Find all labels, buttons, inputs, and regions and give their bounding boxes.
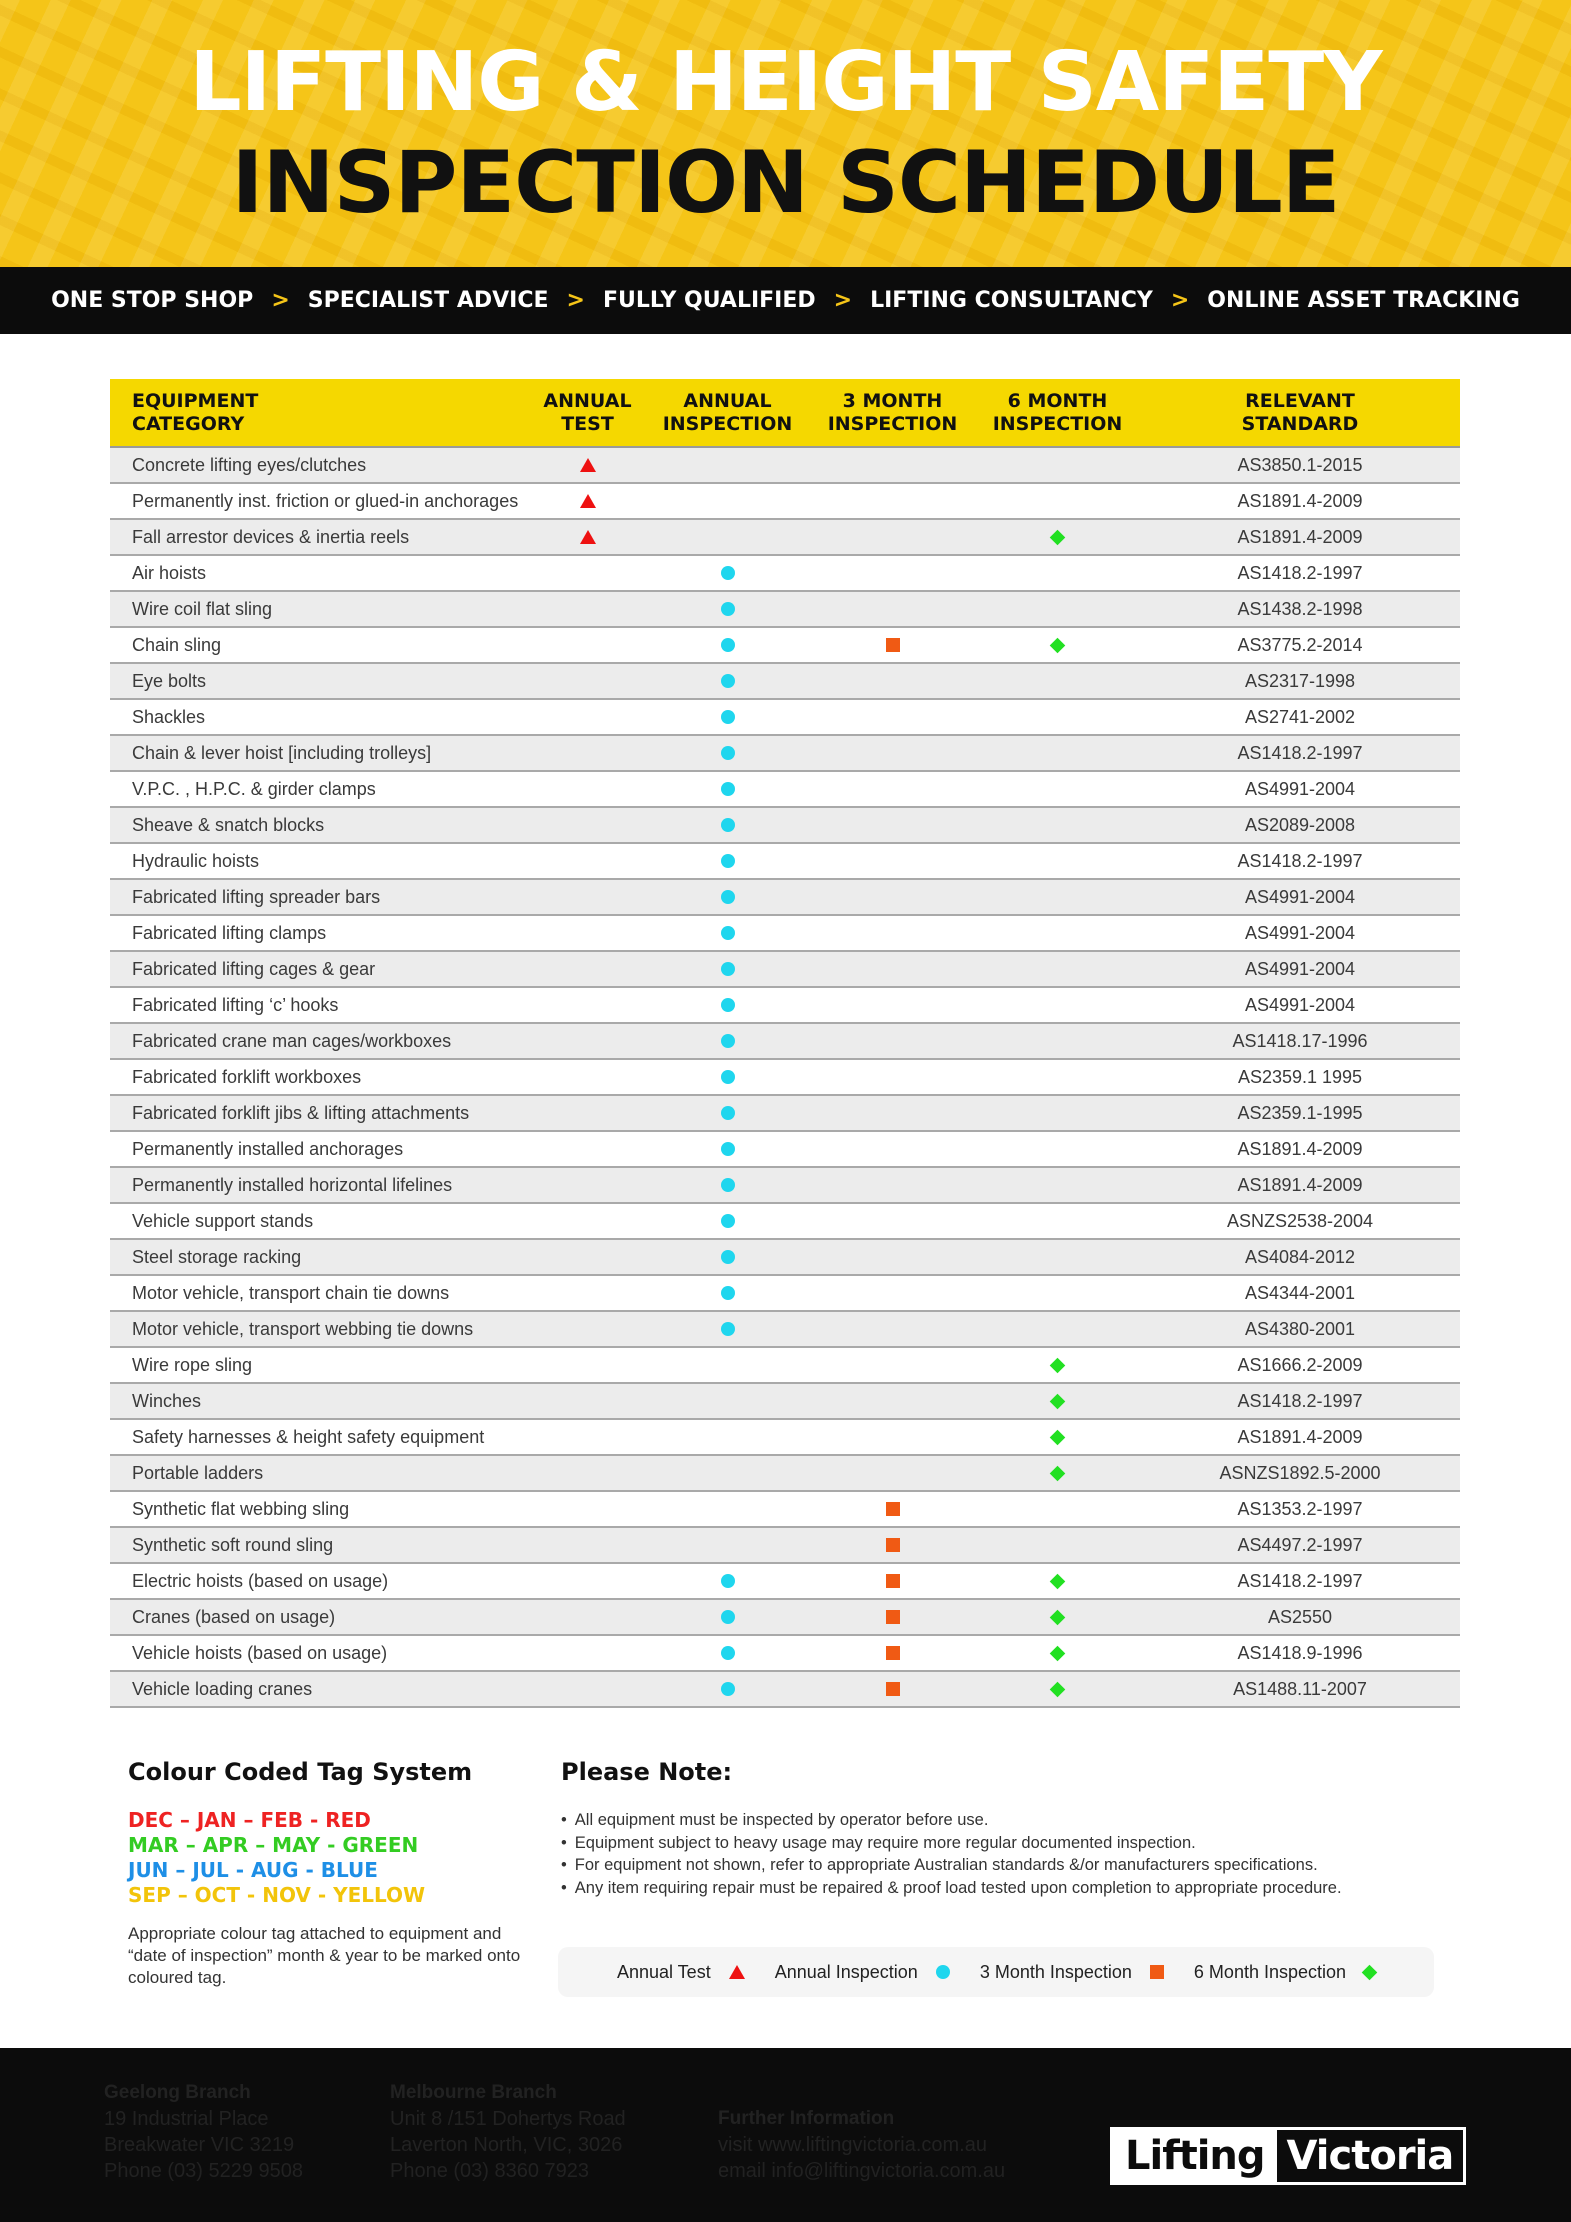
legend-label: 3 Month Inspection — [979, 1961, 1132, 1982]
relevant-standard: AS1891.4-2009 — [1237, 1426, 1363, 1447]
circle-icon — [721, 710, 735, 724]
note-item: • Equipment subject to heavy usage may require more regular documented inspection. — [561, 1832, 1481, 1855]
footer-info: Further Information visit www.liftingvictoria.com.au email info@liftingvictoria.com.au — [718, 2108, 1006, 2182]
table-row — [110, 1456, 1460, 1492]
circle-icon — [721, 998, 735, 1012]
circle-icon — [721, 1142, 735, 1156]
tag-month-red: DEC – JAN – FEB - RED — [128, 1808, 371, 1832]
table-row — [110, 736, 1460, 772]
circle-icon — [721, 1286, 735, 1300]
equipment-category: Safety harnesses & height safety equipment — [132, 1426, 485, 1447]
circle-icon — [721, 1610, 735, 1624]
relevant-standard: AS4344-2001 — [1244, 1282, 1356, 1303]
circle-icon — [721, 746, 735, 760]
equipment-category: Permanently installed anchorages — [132, 1138, 404, 1159]
diamond-icon — [1050, 1465, 1066, 1481]
table-row — [110, 448, 1460, 484]
equipment-category: Shackles — [132, 706, 206, 727]
diamond-icon — [1050, 1609, 1066, 1625]
table-row — [110, 700, 1460, 736]
legend-label: 6 Month Inspection — [1193, 1961, 1347, 1982]
circle-icon — [721, 1574, 735, 1588]
lifting-victoria-logo: Lifting Victoria — [1110, 2127, 1466, 2185]
equipment-category: Fabricated lifting cages & gear — [132, 958, 376, 979]
equipment-category: Cranes (based on usage) — [132, 1606, 336, 1627]
symbol-legend — [558, 1947, 1434, 1997]
equipment-category: Vehicle hoists (based on usage) — [132, 1642, 388, 1663]
diamond-icon — [1364, 1967, 1375, 1978]
circle-icon — [721, 674, 735, 688]
table-row — [110, 520, 1460, 556]
triangle-icon — [729, 1965, 745, 1979]
relevant-standard: AS1891.4-2009 — [1237, 526, 1363, 547]
six-month-cell — [975, 1684, 1140, 1695]
six-month-cell — [975, 1360, 1140, 1371]
note-item: • For equipment not shown, refer to appropriate Australian standards &/or manufacturers specifications. — [561, 1854, 1481, 1877]
equipment-category: Wire coil flat sling — [132, 598, 273, 619]
equipment-category: V.P.C. , H.P.C. & girder clamps — [132, 778, 376, 799]
square-icon — [1150, 1965, 1164, 1979]
annual-inspection-cell — [645, 1610, 810, 1624]
relevant-standard: AS4991-2004 — [1244, 958, 1356, 979]
annual-inspection-cell — [645, 710, 810, 724]
table-row — [110, 1636, 1460, 1672]
six-month-cell — [975, 640, 1140, 651]
tag-fully-qualified: FULLY QUALIFIED — [602, 288, 816, 313]
table-row — [110, 880, 1460, 916]
annual-inspection-cell — [645, 962, 810, 976]
annual-inspection-cell — [645, 1214, 810, 1228]
legend-label: Annual Inspection — [774, 1961, 918, 1982]
equipment-category: Fabricated lifting clamps — [132, 922, 327, 943]
header-annual-test: ANNUAL TEST — [543, 389, 632, 435]
table-row — [110, 592, 1460, 628]
relevant-standard: AS2317-1998 — [1244, 670, 1356, 691]
table-row — [110, 664, 1460, 700]
three-month-cell — [810, 1574, 975, 1588]
three-month-cell — [810, 1502, 975, 1516]
annual-inspection-cell — [645, 854, 810, 868]
three-month-cell — [810, 1646, 975, 1660]
annual-inspection-cell — [645, 566, 810, 580]
tag-months-list — [128, 1808, 425, 1908]
legend-annual-inspection — [775, 1962, 980, 1983]
table-row — [110, 1564, 1460, 1600]
three-month-cell — [810, 1610, 975, 1624]
diamond-icon — [1050, 529, 1066, 545]
annual-inspection-cell — [645, 746, 810, 760]
annual-inspection-cell — [645, 602, 810, 616]
relevant-standard: AS4991-2004 — [1244, 778, 1356, 799]
diamond-icon — [1050, 637, 1066, 653]
diamond-icon — [1050, 1573, 1066, 1589]
relevant-standard: AS1418.9-1996 — [1237, 1642, 1363, 1663]
table-row — [110, 916, 1460, 952]
table-row — [110, 1600, 1460, 1636]
equipment-category: Steel storage racking — [132, 1246, 302, 1267]
circle-icon — [721, 638, 735, 652]
table-row — [110, 1348, 1460, 1384]
circle-icon — [721, 890, 735, 904]
six-month-cell — [975, 1576, 1140, 1587]
table-row — [110, 1276, 1460, 1312]
header-6-month-inspection: 6 MONTH INSPECTION — [992, 389, 1123, 435]
legend-3-month — [980, 1962, 1194, 1983]
annual-inspection-cell — [645, 782, 810, 796]
equipment-category: Portable ladders — [132, 1462, 264, 1483]
diamond-icon — [1050, 1393, 1066, 1409]
equipment-category: Winches — [132, 1390, 202, 1411]
legend-label: Annual Test — [616, 1961, 711, 1982]
annual-inspection-cell — [645, 1106, 810, 1120]
annual-inspection-cell — [645, 674, 810, 688]
equipment-category: Electric hoists (based on usage) — [132, 1570, 389, 1591]
circle-icon — [721, 1250, 735, 1264]
equipment-category: Chain sling — [132, 634, 222, 655]
table-row — [110, 808, 1460, 844]
relevant-standard: AS1891.4-2009 — [1237, 1174, 1363, 1195]
relevant-standard: AS1891.4-2009 — [1237, 1138, 1363, 1159]
annual-inspection-cell — [645, 1574, 810, 1588]
table-row — [110, 844, 1460, 880]
annual-inspection-cell — [645, 1070, 810, 1084]
equipment-category: Air hoists — [132, 562, 207, 583]
please-note-list — [561, 1809, 1481, 1899]
circle-icon — [721, 926, 735, 940]
relevant-standard: AS1418.2-1997 — [1237, 850, 1363, 871]
equipment-category: Motor vehicle, transport chain tie downs — [132, 1282, 450, 1303]
equipment-category: Concrete lifting eyes/clutches — [132, 454, 367, 475]
diamond-icon — [1050, 1357, 1066, 1373]
table-row — [110, 484, 1460, 520]
circle-icon — [721, 1178, 735, 1192]
circle-icon — [721, 854, 735, 868]
note-item: • Any item requiring repair must be repaired & proof load tested upon completion to appropriate procedure. — [561, 1877, 1481, 1900]
annual-inspection-cell — [645, 1178, 810, 1192]
tag-specialist-advice: SPECIALIST ADVICE — [307, 288, 549, 313]
note-item: • All equipment must be inspected by operator before use. — [561, 1809, 1481, 1832]
relevant-standard: AS4991-2004 — [1244, 922, 1356, 943]
tag-separator: > — [566, 288, 585, 313]
circle-icon — [721, 1646, 735, 1660]
relevant-standard: AS3775.2-2014 — [1237, 634, 1363, 655]
header-banner — [0, 0, 1571, 267]
tag-system-title: Colour Coded Tag System — [128, 1758, 473, 1786]
tag-separator: > — [271, 288, 290, 313]
relevant-standard: AS3850.1-2015 — [1237, 454, 1363, 475]
circle-icon — [721, 1214, 735, 1228]
tag-one-stop-shop: ONE STOP SHOP — [51, 288, 254, 313]
equipment-category: Eye bolts — [132, 670, 207, 691]
please-note-title: Please Note: — [561, 1758, 733, 1786]
circle-icon — [721, 1682, 735, 1696]
equipment-category: Hydraulic hoists — [132, 850, 260, 871]
table-row — [110, 628, 1460, 664]
square-icon — [886, 1646, 900, 1660]
circle-icon — [721, 782, 735, 796]
relevant-standard: AS1418.2-1997 — [1237, 1570, 1363, 1591]
equipment-category: Synthetic soft round sling — [132, 1534, 334, 1555]
header-3-month-inspection: 3 MONTH INSPECTION — [827, 389, 958, 435]
relevant-standard: AS4084-2012 — [1244, 1246, 1356, 1267]
tag-online-asset-tracking: ONLINE ASSET TRACKING — [1207, 288, 1520, 313]
tag-separator: > — [1170, 288, 1190, 313]
equipment-category: Fabricated lifting spreader bars — [132, 886, 381, 907]
equipment-category: Motor vehicle, transport webbing tie downs — [132, 1318, 474, 1339]
annual-test-cell — [530, 494, 645, 508]
annual-inspection-cell — [645, 1142, 810, 1156]
annual-test-cell — [530, 458, 645, 472]
triangle-icon — [580, 530, 596, 544]
relevant-standard: AS1488.11-2007 — [1233, 1678, 1367, 1699]
relevant-standard: AS2359.1-1995 — [1237, 1102, 1363, 1123]
tag-lifting-consultancy: LIFTING CONSULTANCY — [870, 288, 1153, 313]
relevant-standard: AS4991-2004 — [1244, 994, 1356, 1015]
tag-separator: > — [833, 288, 853, 313]
relevant-standard: AS1418.17-1996 — [1232, 1030, 1368, 1051]
title-line2: INSPECTION SCHEDULE — [231, 133, 1340, 233]
six-month-cell — [975, 1396, 1140, 1407]
equipment-category: Permanently installed horizontal lifelines — [132, 1174, 453, 1195]
relevant-standard: AS4991-2004 — [1244, 886, 1356, 907]
email-link[interactable]: email info@liftingvictoria.com.au — [718, 2160, 1006, 2182]
relevant-standard: AS1891.4-2009 — [1237, 490, 1363, 511]
table-row — [110, 1204, 1460, 1240]
table-row — [110, 1672, 1460, 1708]
legend-annual-test — [617, 1962, 775, 1983]
equipment-category: Chain & lever hoist [including trolleys] — [132, 742, 432, 763]
header-annual-inspection: ANNUAL INSPECTION — [662, 389, 793, 435]
relevant-standard: AS2550 — [1267, 1606, 1333, 1627]
relevant-standard: AS2741-2002 — [1244, 706, 1356, 727]
tag-month-yellow: SEP – OCT - NOV - YELLOW — [128, 1883, 426, 1907]
equipment-category: Fabricated forklift jibs & lifting attachments — [132, 1102, 470, 1123]
header-relevant-standard: RELEVANT STANDARD — [1241, 389, 1359, 435]
annual-inspection-cell — [645, 1286, 810, 1300]
equipment-category: Permanently inst. friction or glued-in anchorages — [132, 490, 519, 511]
square-icon — [886, 1574, 900, 1588]
three-month-cell — [810, 638, 975, 652]
table-row — [110, 1024, 1460, 1060]
square-icon — [886, 1502, 900, 1516]
relevant-standard: AS1418.2-1997 — [1237, 742, 1363, 763]
footer-melbourne: Melbourne Branch Unit 8 /151 Dohertys Road Laverton North, VIC, 3026 Phone (03) 8360 7923 — [390, 2082, 626, 2182]
circle-icon — [721, 1322, 735, 1336]
square-icon — [886, 1610, 900, 1624]
tag-month-blue: JUN – JUL - AUG - BLUE — [128, 1858, 378, 1882]
annual-inspection-cell — [645, 1034, 810, 1048]
annual-test-cell — [530, 530, 645, 544]
circle-icon — [936, 1965, 950, 1979]
triangle-icon — [580, 494, 596, 508]
table-header — [110, 379, 1460, 448]
table-row — [110, 1096, 1460, 1132]
equipment-category: Synthetic flat webbing sling — [132, 1498, 350, 1519]
relevant-standard: AS1418.2-1997 — [1237, 1390, 1363, 1411]
table-row — [110, 1492, 1460, 1528]
diamond-icon — [1050, 1681, 1066, 1697]
circle-icon — [721, 566, 735, 580]
equipment-category: Fabricated lifting ‘c’ hooks — [132, 994, 339, 1015]
annual-inspection-cell — [645, 890, 810, 904]
annual-inspection-cell — [645, 1250, 810, 1264]
equipment-category: Vehicle support stands — [132, 1210, 314, 1231]
header-equipment-category: EQUIPMENT CATEGORY — [132, 389, 259, 435]
tag-month-green: MAR – APR – MAY - GREEN — [128, 1833, 419, 1857]
footer-geelong: Geelong Branch 19 Industrial Place Breakwater VIC 3219 Phone (03) 5229 9508 — [104, 2082, 304, 2182]
circle-icon — [721, 962, 735, 976]
table-row — [110, 1060, 1460, 1096]
circle-icon — [721, 1106, 735, 1120]
relevant-standard: AS1418.2-1997 — [1237, 562, 1363, 583]
diamond-icon — [1050, 1645, 1066, 1661]
three-month-cell — [810, 1682, 975, 1696]
square-icon — [886, 1682, 900, 1696]
equipment-category: Wire rope sling — [132, 1354, 253, 1375]
relevant-standard: AS2359.1 1995 — [1237, 1066, 1363, 1087]
table-row — [110, 556, 1460, 592]
relevant-standard: AS1353.2-1997 — [1237, 1498, 1363, 1519]
circle-icon — [721, 1070, 735, 1084]
table-row — [110, 988, 1460, 1024]
annual-inspection-cell — [645, 1646, 810, 1660]
relevant-standard: ASNZS2538-2004 — [1226, 1210, 1374, 1231]
equipment-category: Sheave & snatch blocks — [132, 814, 325, 835]
six-month-cell — [975, 1432, 1140, 1443]
six-month-cell — [975, 1468, 1140, 1479]
table-row — [110, 1132, 1460, 1168]
table-row — [110, 1240, 1460, 1276]
annual-inspection-cell — [645, 818, 810, 832]
equipment-category: Fabricated forklift workboxes — [132, 1066, 362, 1087]
tagline-bar — [0, 267, 1571, 334]
table-row — [110, 1528, 1460, 1564]
annual-inspection-cell — [645, 926, 810, 940]
annual-inspection-cell — [645, 998, 810, 1012]
three-month-cell — [810, 1538, 975, 1552]
table-row — [110, 952, 1460, 988]
six-month-cell — [975, 1612, 1140, 1623]
relevant-standard: AS4380-2001 — [1244, 1318, 1356, 1339]
table-row — [110, 1384, 1460, 1420]
tag-system-note: Appropriate colour tag attached to equipment and “date of inspection” month & year to be marked onto coloured tag. — [128, 1924, 521, 1987]
equipment-category: Vehicle loading cranes — [132, 1678, 313, 1699]
square-icon — [886, 638, 900, 652]
relevant-standard: AS4497.2-1997 — [1237, 1534, 1363, 1555]
relevant-standard: AS1666.2-2009 — [1237, 1354, 1363, 1375]
inspection-table — [110, 379, 1460, 1708]
equipment-category: Fall arrestor devices & inertia reels — [132, 526, 410, 547]
relevant-standard: AS1438.2-1998 — [1237, 598, 1363, 619]
diamond-icon — [1050, 1429, 1066, 1445]
square-icon — [886, 1538, 900, 1552]
annual-inspection-cell — [645, 1682, 810, 1696]
table-row — [110, 1168, 1460, 1204]
title-line1: LIFTING & HEIGHT SAFETY — [189, 35, 1382, 130]
legend-6-month — [1194, 1962, 1375, 1983]
equipment-category: Fabricated crane man cages/workboxes — [132, 1030, 452, 1051]
circle-icon — [721, 818, 735, 832]
table-row — [110, 1420, 1460, 1456]
website-link[interactable]: visit www.liftingvictoria.com.au — [718, 2134, 987, 2156]
table-body — [110, 448, 1460, 1708]
relevant-standard: AS2089-2008 — [1244, 814, 1356, 835]
six-month-cell — [975, 532, 1140, 543]
table-row — [110, 1312, 1460, 1348]
six-month-cell — [975, 1648, 1140, 1659]
annual-inspection-cell — [645, 1322, 810, 1336]
triangle-icon — [580, 458, 596, 472]
circle-icon — [721, 602, 735, 616]
circle-icon — [721, 1034, 735, 1048]
table-row — [110, 772, 1460, 808]
annual-inspection-cell — [645, 638, 810, 652]
relevant-standard: ASNZS1892.5-2000 — [1219, 1462, 1381, 1483]
